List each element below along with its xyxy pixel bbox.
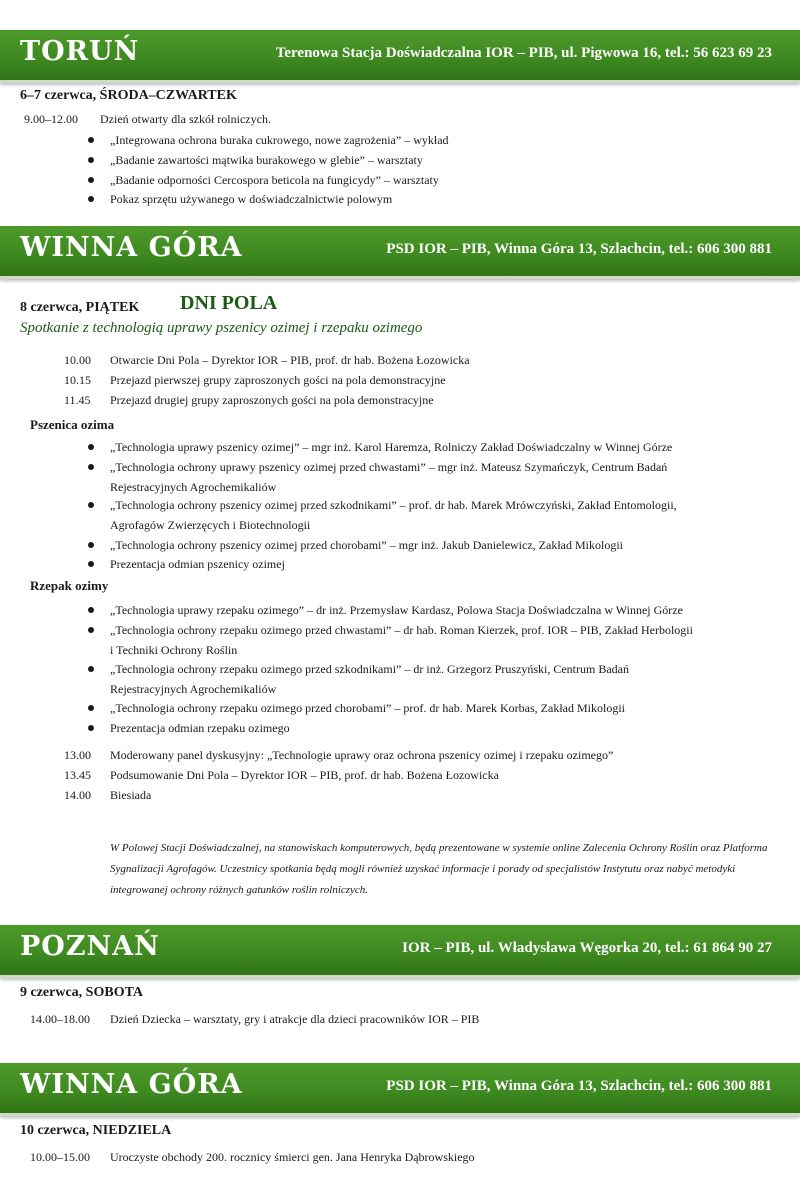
time: 10.00: [64, 353, 91, 367]
section-banner-torun: [0, 30, 800, 83]
info-note: W Polowej Stacji Doświadczalnej, na stanowiskach komputerowych, będą prezentowane w systemie online Zalecenia Ochrony Roślin oraz Platforma Sygnalizacji Agrofagów. Uczestnicy spotkania będą mogli również uzyskać informacje i porady od specjalistów Instytutu oraz nabyć metodyki integrowanej ochrony różnych gatunków roślin rolniczych.: [110, 842, 768, 896]
description: Przejazd pierwszej grupy zaproszonych gości na pola demonstracyjne: [110, 373, 446, 387]
description: Dzień otwarty dla szkół rolniczych.: [100, 112, 271, 126]
bullet-icon: [88, 444, 94, 450]
address: Terenowa Stacja Doświadczalna IOR – PIB, ul. Pigwowa 16, tel.: 56 623 69 23: [275, 45, 772, 61]
list-item-text: „Technologia ochrony pszenicy ozimej przed chorobami” – mgr inż. Jakub Danielewicz, Zakład Mikologii: [110, 538, 623, 552]
day-heading: 8 czerwca, PIĄTEK: [20, 300, 140, 315]
time: 10.15: [64, 373, 91, 387]
address: IOR – PIB, ul. Władysława Węgorka 20, tel.: 61 864 90 27: [402, 940, 772, 956]
list-item-text: Prezentacja odmian rzepaku ozimego: [110, 721, 290, 735]
list-item-text: Prezentacja odmian pszenicy ozimej: [110, 557, 285, 571]
subsection-heading: Rzepak ozimy: [30, 578, 109, 593]
list-item-text: „Badanie zawartości mątwika burakowego w glebie” – warsztaty: [110, 153, 423, 167]
time: 13.45: [64, 768, 91, 782]
description: Podsumowanie Dni Pola – Dyrektor IOR – PIB, prof. dr hab. Bożena Łozowicka: [110, 768, 499, 782]
list-item-text: „Technologia uprawy rzepaku ozimego” – dr inż. Przemysław Kardasz, Polowa Stacja Doświadczalna w Winnej Górze: [110, 603, 683, 617]
list-item-text: „Technologia uprawy pszenicy ozimej” – mgr inż. Karol Haremza, Rolniczy Zakład Doświadczalny w Winnej Górze: [110, 440, 673, 454]
description: Uroczyste obchody 200. rocznicy śmierci gen. Jana Henryka Dąbrowskiego: [110, 1150, 475, 1164]
bullet-icon: [88, 196, 94, 202]
description: Przejazd drugiej grupy zaproszonych gości na pola demonstracyjne: [110, 393, 434, 407]
bullet-icon: [88, 157, 94, 163]
description: Dzień Dziecka – warsztaty, gry i atrakcje dla dzieci pracowników IOR – PIB: [110, 1012, 480, 1026]
list-item-text: „Technologia ochrony pszenicy ozimej przed szkodnikami” – prof. dr hab. Marek Mrówczyński, Zakład Entomologii, Agrofagów Zwierzęcych i Biotechnologii: [110, 498, 677, 532]
city-name: WINNA GÓRA: [20, 232, 243, 263]
bullet-icon: [88, 627, 94, 633]
city-name: POZNAŃ: [20, 931, 160, 962]
day-heading: 10 czerwca, NIEDZIELA: [20, 1123, 172, 1138]
day-heading: 9 czerwca, SOBOTA: [20, 985, 143, 1000]
section-banner-winna-gora-2: [0, 1063, 800, 1116]
list-item-text: „Technologia ochrony rzepaku ozimego przed szkodnikami” – dr inż. Grzegorz Pruszyński, Centrum Badań Rejestracyjnych Agrochemikaliów: [110, 662, 629, 696]
list-item-text: „Technologia ochrony rzepaku ozimego przed chwastami” – dr hab. Roman Kierzek, prof. IOR – PIB, Zakład Herbologii i Techniki Ochrony Roślin: [110, 623, 693, 657]
bullet-icon: [88, 464, 94, 470]
time: 13.00: [64, 748, 91, 762]
list-item-text: „Technologia ochrony uprawy pszenicy ozimej przed chwastami” – mgr inż. Mateusz Szymańczyk, Centrum Badań Rejestracyjnych Agrochemikaliów: [110, 460, 668, 494]
description: Biesiada: [110, 788, 152, 802]
city-name: WINNA GÓRA: [20, 1069, 243, 1100]
address: PSD IOR – PIB, Winna Góra 13, Szlachcin, tel.: 606 300 881: [386, 241, 772, 257]
time: 9.00–12.00: [24, 112, 78, 126]
time: 11.45: [64, 393, 91, 407]
time: 14.00–18.00: [30, 1012, 90, 1026]
address: PSD IOR – PIB, Winna Góra 13, Szlachcin, tel.: 606 300 881: [386, 1078, 772, 1094]
bullet-icon: [88, 177, 94, 183]
list-item-text: „Integrowana ochrona buraka cukrowego, nowe zagrożenia” – wykład: [110, 133, 449, 147]
bullet-icon: [88, 137, 94, 143]
list-item-text: „Badanie odporności Cercospora beticola na fungicydy” – warsztaty: [110, 173, 439, 187]
time: 10.00–15.00: [30, 1150, 90, 1164]
city-name: TORUŃ: [20, 36, 140, 67]
list-item-text: Pokaz sprzętu używanego w doświadczalnictwie polowym: [110, 192, 393, 206]
event-title: DNI POLA: [180, 292, 278, 314]
bullet-icon: [88, 502, 94, 508]
time: 14.00: [64, 788, 91, 802]
bullet-icon: [88, 725, 94, 731]
bullet-icon: [88, 705, 94, 711]
description: Moderowany panel dyskusyjny: „Technologie uprawy oraz ochrona pszenicy ozimej i rzepaku ozimego”: [110, 748, 614, 762]
subsection-heading: Pszenica ozima: [30, 417, 115, 432]
description: Otwarcie Dni Pola – Dyrektor IOR – PIB, prof. dr hab. Bożena Łozowicka: [110, 353, 470, 367]
event-subtitle: Spotkanie z technologią uprawy pszenicy ozimej i rzepaku ozimego: [20, 320, 423, 336]
section-banner-poznan: [0, 925, 800, 978]
bullet-icon: [88, 607, 94, 613]
bullet-icon: [88, 561, 94, 567]
section-banner-winna-gora: [0, 226, 800, 279]
list-item-text: „Technologia ochrony rzepaku ozimego przed chorobami” – prof. dr hab. Marek Korbas, Zakład Mikologii: [110, 701, 625, 715]
day-heading: 6–7 czerwca, ŚRODA–CZWARTEK: [20, 88, 237, 103]
bullet-icon: [88, 542, 94, 548]
bullet-icon: [88, 666, 94, 672]
